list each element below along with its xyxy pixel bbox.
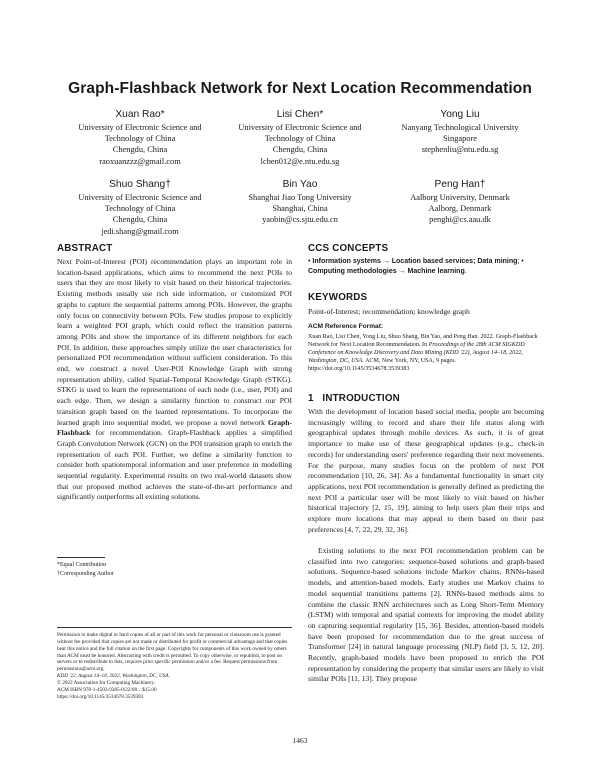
author-email: penghi@cs.aau.dk [429,215,491,225]
intro-paragraph-2: Existing solutions to the next POI recommendation problem can be classified into two categories: sequence-based solutions and graph-based solutions. Sequence-based solutions include Markov chains, RNNs-based models, and attention-based models. Early studies use Markov chains to model sequential transitions patterns [2]. RNNs-based methods aims to combine the classic RNN architectures such as Long Short-Term Memory (LSTM) with temporal and spatial contexts for improving the model ability on capturing sequential regularity [15, 36]. Besides, attention-based models have been proposed for recommendation due to the great success of Transformer [24] in natural language processing (NLP) field [3, 5, 12, 20]. Recently, graph-based models have been proposed to enrich the POI representation by considering the property that similar users are likely to visit similar POIs [11, 13]. They propose [308,546,544,684]
author-email: jedi.shang@gmail.com [101,226,179,236]
author-name: Bin Yao [282,179,318,190]
author-location: Aalborg, Denmark [428,204,492,214]
author-location: Chengdu, China [272,145,328,155]
doi-link[interactable]: https://doi.org/10.1145/3534678.3539383 [57,693,144,700]
page-number: 1463 [292,736,308,745]
author-affiliation: University of Electronic Science and [78,123,202,132]
permission-block [57,632,292,700]
isbn-line: ACM ISBN 978-1-4503-9385-0/22/08…$15.00 [57,686,157,693]
author-block [50,178,230,237]
author-block [210,108,390,167]
author-block [50,108,230,167]
acm-ref-tail: ACM, New York, NY, USA, 9 pages. https://doi.org/10.1145/3534678.3539383 [308,358,456,373]
keywords-heading: KEYWORDS [308,292,368,303]
permission-rule [57,627,292,628]
author-affiliation: Shanghai Jiao Tong University [248,193,352,202]
author-email: stephenliu@ntu.edu.sg [421,145,499,155]
intro-heading: 1 INTRODUCTION [308,393,400,404]
author-block [210,178,390,226]
author-location: Chengdu, China [112,215,168,225]
author-affiliation: Technology of China [104,204,176,214]
abstract-bold-term: Graph-Flashback [57,417,292,438]
author-email: yaobin@cs.sjtu.edu.cn [262,215,338,225]
ccs-heading: CCS CONCEPTS [308,243,389,254]
footnote-corresponding-author: †Corresponding Author [57,571,114,577]
acm-ref-venue: Proceedings of the 28th ACM SIGKDD Conference on Knowledge Discovery and Data Mining (KDD '22), August 14–18, 2022, Washington, DC, USA. [308,342,525,365]
ccs-item-2-tail: . [464,268,467,276]
footnote-rule [57,557,105,558]
abstract-text [57,257,292,503]
author-block [370,178,550,226]
author-name: Shuo Shang† [109,179,171,190]
acm-ref-heading: ACM Reference Format: [308,323,384,330]
author-affiliation: Aalborg University, Denmark [410,193,510,202]
acm-ref-authors: Xuan Rao, Lisi Chen, Yong Liu, Shuo Shang, Bin Yao, and Peng Han. 2022. Graph-Flashback Network for Next Location Recommendation. In [308,334,538,349]
author-location: Chengdu, China [112,145,168,155]
ccs-item-1-tail: ; [517,258,520,265]
conference-info: KDD '22, August 14–18, 2022, Washington, DC, USA. [57,673,170,680]
abstract-text-part1: Next Point-of-Interest (POI) recommendation plays an important role in location-based applications, which aims to recommend the next POIs to users that they are most likely to visit based on their historical trajectories. Existing methods usually use rich side information, or customized POI graphs to capture the sequential patterns among POIs. However, the graphs only focus on connectivity between POIs. Few studies propose to explicitly learn a weighted POI graph, which could reflect the transition patterns among POIs and show the importance of its different neighbors for each POI. In addition, these approaches simply utilize the user characteristics for personalized POI recommendation without sufficient consideration. To this end, we construct a novel User-POI Knowledge Graph with strong representation ability, called Spatial-Temporal Knowledge Graph (STKG). STKG is used to learn the representations of each node (i.e., user, POI) and each edge. Then, we design a similarity function to construct our POI transition graph based on the learned representations. To incorporate the learned graph into sequential model, we propose a novel network [57,257,292,427]
abstract-text-part2: for recommendation. Graph-Flashback applies a simplified Graph Convolution Network (GCN) on the POI transition graph to enrich the representation of each POI. Further, we define a similarity function to consider both spatiotemporal information and user preference in modelling sequential regularity. Experimental results on two real-world datasets show that our proposed method achieves the state-of-the-art performance and significantly outperforms all existing solutions. [57,428,292,502]
author-name: Yong Liu [440,109,480,120]
author-affiliation: University of Electronic Science and [78,193,202,202]
author-email: lchen012@e.ntu.edu.sg [260,156,340,166]
paper-title: Graph-Flashback Network for Next Location Recommendation [68,80,532,97]
acm-ref-text [308,333,544,373]
ccs-list: • Information systems → Location based services; Data mining; • Computing methodologies → Machine learning. [308,258,524,276]
author-name: Lisi Chen* [276,109,324,120]
author-affiliation: Technology of China [104,134,176,144]
author-email: raoxuanzzz@gmail.com [99,156,181,166]
author-location: Singapore [443,134,477,144]
author-name: Peng Han† [434,179,486,190]
copyright-line: © 2022 Association for Computing Machinery. [57,679,155,686]
footnote-equal-contribution: *Equal Contribution [57,562,107,568]
ccs-item-2: Computing methodologies → Machine learning [308,268,465,276]
author-affiliation: Technology of China [264,134,336,144]
author-affiliation: Nanyang Technological University [401,123,519,132]
permission-text: Permission to make digital or hard copies of all or part of this work for personal or classroom use is granted without fee provided that copies are not made or distributed for profit or commercial advantage and that copies bear this notice and the full citation on the first page. Copyrights for components of this work owned by others than ACM must be honored. Abstracting with credit is permitted. To copy otherwise, or republish, to post on servers or to redistribute to lists, requires prior specific permission and/or a fee. Request permissions from permissions@acm.org. [57,632,288,673]
keywords-text: Point-of-Interest; recommendation; knowledge graph [308,307,470,316]
author-block [370,108,550,156]
author-name: Xuan Rao* [115,109,165,120]
author-affiliation: University of Electronic Science and [238,123,362,132]
author-location: Shanghai, China [272,204,328,214]
ccs-item-1: Information systems → Location based services; Data mining [312,258,518,265]
abstract-heading: ABSTRACT [57,243,113,254]
intro-paragraph-1: With the development of location based social media, people are becoming increasingly willing to record and share their life status along with geographical updates through mobile devices. As such, it is of great importance to make use of these geographical updates (e.g., check-in records) for understanding users' preference regarding their next movements. For the purpose, many studies focus on the problem of next POI recommendation [10, 26, 34]. As a fundamental functionality in smart city applications, next POI recommendation is generally defined as predicting the next POI a particular user will be most likely to visit based on his/her historical trajectory [2, 15, 19], aiming to help users plan their trips and explore more locations that may appeal to them based on their past preferences [4, 7, 22, 29, 32, 36]. [308,407,544,534]
